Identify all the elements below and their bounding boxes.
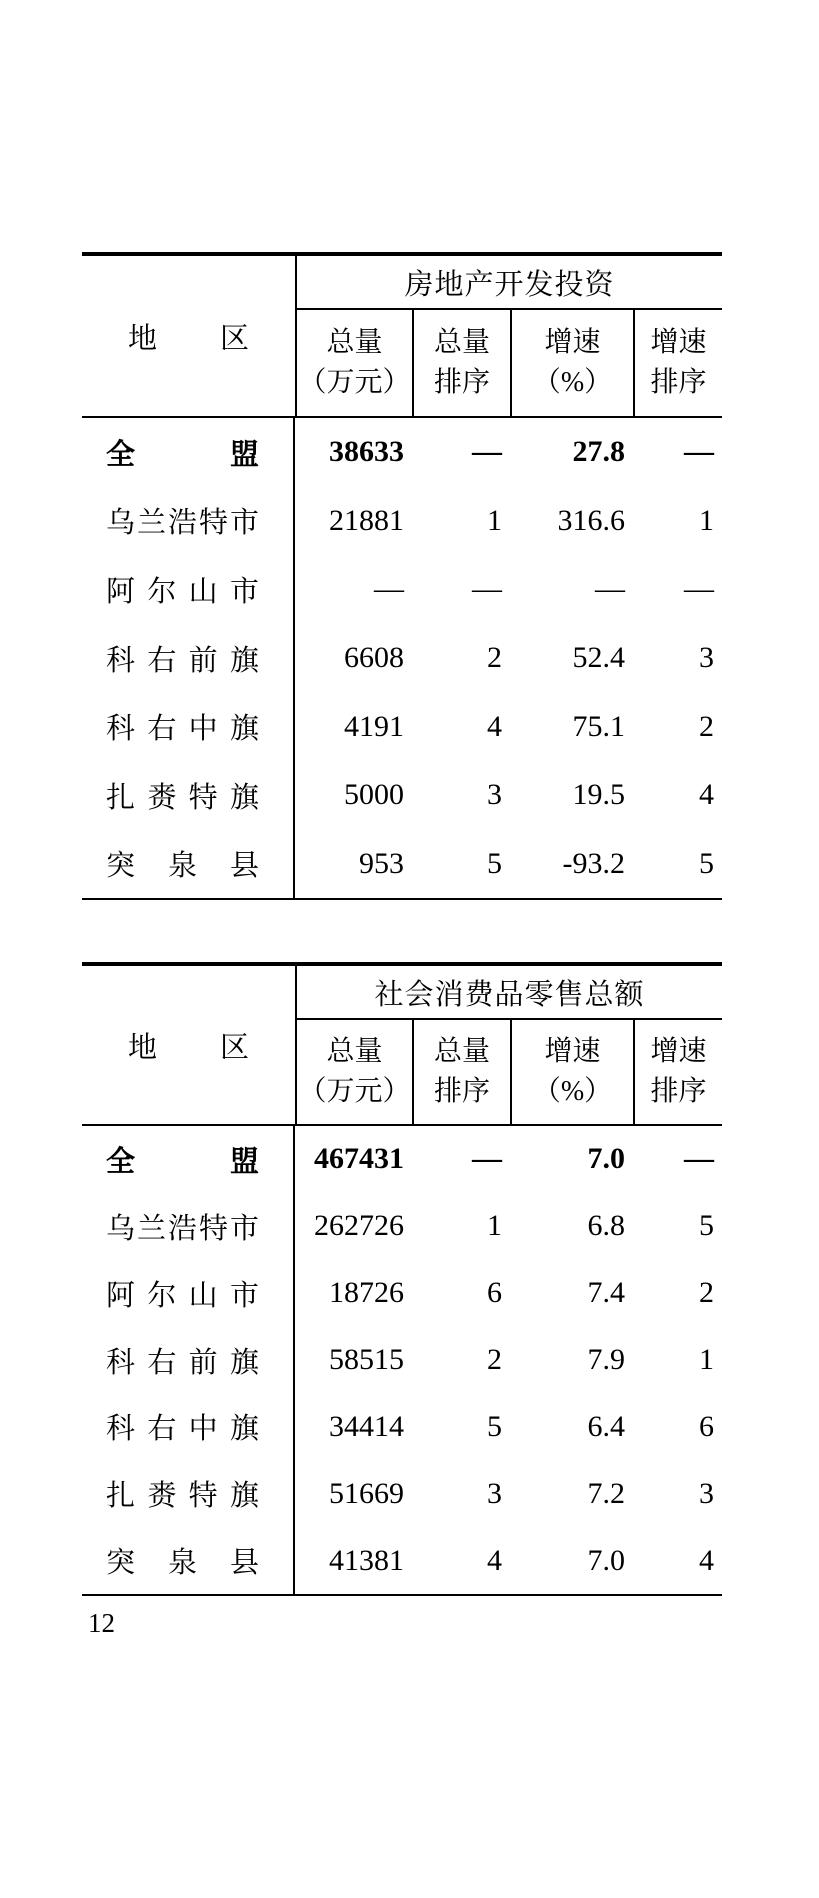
table-row [82, 829, 722, 898]
total-rank-cell: 4 [487, 709, 502, 743]
growth-cell: 7.0 [587, 1543, 625, 1577]
col-header-line: 排序 [433, 1076, 490, 1107]
col-header-line: 总量 [326, 327, 383, 358]
total-rank-cell: 5 [487, 1409, 502, 1443]
growth-cell: 7.9 [587, 1343, 625, 1376]
total-cell: 41381 [329, 1543, 404, 1577]
table-body [82, 418, 722, 898]
growth-rank-cell: 3 [699, 1476, 714, 1510]
col-header-total [297, 1020, 412, 1124]
region-cell: 阿 尔 山 市 [82, 1260, 295, 1327]
total-cell: 467431 [314, 1142, 404, 1176]
region-cell: 乌 兰 浩 特 市 [82, 1193, 295, 1260]
growth-cell: 7.0 [587, 1142, 625, 1176]
col-header-line: （%） [532, 367, 613, 398]
region-cell: 科 右 中 旗 [82, 692, 295, 761]
region-cell: 扎 赉 特 旗 [82, 1460, 295, 1527]
page-number: 12 [88, 1608, 115, 1638]
table-header [82, 256, 722, 418]
total-cell: — [374, 572, 404, 606]
table-row [82, 1460, 722, 1527]
investment-table [82, 252, 722, 900]
table-row [82, 1126, 722, 1193]
region-cell: 扎 赉 特 旗 [82, 761, 295, 830]
total-rank-cell: — [472, 1142, 502, 1176]
table-row [82, 418, 722, 487]
total-cell: 953 [359, 846, 404, 880]
total-cell: 6608 [344, 641, 404, 675]
table-row [82, 555, 722, 624]
total-cell: 51669 [329, 1476, 404, 1510]
col-header-total [297, 310, 412, 416]
growth-cell: 27.8 [572, 435, 625, 469]
growth-rank-cell: 2 [699, 1276, 714, 1310]
total-rank-cell: 2 [487, 641, 502, 675]
retail-sales-table [82, 962, 722, 1596]
col-header-line: 排序 [650, 367, 707, 398]
col-header-total-rank [412, 1020, 510, 1124]
total-rank-cell: 3 [487, 1476, 502, 1510]
table-row [82, 487, 722, 556]
col-header-line: （万元） [298, 1076, 411, 1107]
total-rank-cell: — [472, 572, 502, 606]
region-cell: 全 盟 [82, 418, 295, 487]
col-header-line: 排序 [650, 1076, 707, 1107]
total-cell: 21881 [329, 503, 404, 537]
total-rank-cell: 1 [487, 1209, 502, 1243]
col-header-line: 增速 [650, 1036, 707, 1067]
total-rank-cell: 2 [487, 1343, 502, 1376]
growth-cell: 52.4 [572, 641, 625, 675]
total-rank-cell: 5 [487, 846, 502, 880]
table-row [82, 1193, 722, 1260]
total-rank-cell: 1 [487, 503, 502, 537]
total-cell: 58515 [329, 1343, 404, 1376]
growth-cell: 19.5 [572, 778, 625, 812]
col-header-growth-rank [633, 1020, 722, 1124]
col-header-line: 增速 [650, 327, 707, 358]
total-cell: 4191 [344, 709, 404, 743]
growth-rank-cell: — [684, 572, 714, 606]
table-row [82, 1327, 722, 1394]
col-header-growth [510, 310, 633, 416]
col-header-line: （万元） [298, 367, 411, 398]
col-header-line: 增速 [544, 327, 601, 358]
col-header-line: 总量 [326, 1036, 383, 1067]
col-header-growth-rank [633, 310, 722, 416]
total-rank-cell: — [472, 435, 502, 469]
col-header-line: （%） [532, 1076, 613, 1107]
growth-cell: -93.2 [562, 846, 625, 880]
table-row [82, 1260, 722, 1327]
table-row [82, 761, 722, 830]
growth-rank-cell: 3 [699, 641, 714, 675]
region-header: 地 区 [128, 322, 249, 355]
table-row [82, 624, 722, 693]
header-group [295, 966, 722, 1124]
region-cell: 突 泉 县 [82, 829, 295, 898]
col-header-line: 增速 [544, 1036, 601, 1067]
sub-header-row [297, 1020, 722, 1124]
growth-cell: 316.6 [557, 503, 625, 537]
growth-rank-cell: 5 [699, 846, 714, 880]
total-cell: 38633 [329, 435, 404, 469]
col-header-line: 排序 [433, 367, 490, 398]
col-header-total-rank [412, 310, 510, 416]
growth-cell: 7.4 [587, 1276, 625, 1310]
growth-rank-cell: 2 [699, 709, 714, 743]
table-row [82, 1393, 722, 1460]
sub-header-row [297, 310, 722, 416]
growth-cell: 6.4 [587, 1409, 625, 1443]
growth-cell: 6.8 [587, 1209, 625, 1243]
region-cell: 科 右 前 旗 [82, 624, 295, 693]
table-body [82, 1126, 722, 1594]
growth-cell: 75.1 [572, 709, 625, 743]
col-header-line: 总量 [433, 327, 490, 358]
growth-cell: — [595, 572, 625, 606]
total-rank-cell: 4 [487, 1543, 502, 1577]
table-row [82, 1527, 722, 1594]
total-rank-cell: 3 [487, 778, 502, 812]
region-cell: 乌 兰 浩 特 市 [82, 487, 295, 556]
growth-rank-cell: 5 [699, 1209, 714, 1243]
header-group [295, 256, 722, 416]
growth-rank-cell: 1 [699, 503, 714, 537]
region-cell: 全 盟 [82, 1126, 295, 1193]
region-header: 地 区 [128, 1031, 249, 1064]
total-rank-cell: 6 [487, 1276, 502, 1310]
growth-rank-cell: 4 [699, 1543, 714, 1577]
table-group-header: 社会消费品零售总额 [297, 966, 722, 1020]
growth-cell: 7.2 [587, 1476, 625, 1510]
growth-rank-cell: 6 [699, 1409, 714, 1443]
growth-rank-cell: — [684, 435, 714, 469]
region-cell: 阿 尔 山 市 [82, 555, 295, 624]
table-row [82, 692, 722, 761]
growth-rank-cell: — [684, 1142, 714, 1176]
col-header-growth [510, 1020, 633, 1124]
region-cell: 科 右 前 旗 [82, 1327, 295, 1394]
region-cell: 科 右 中 旗 [82, 1393, 295, 1460]
total-cell: 5000 [344, 778, 404, 812]
total-cell: 34414 [329, 1409, 404, 1443]
table-header [82, 966, 722, 1126]
growth-rank-cell: 4 [699, 778, 714, 812]
col-header-line: 总量 [433, 1036, 490, 1067]
growth-rank-cell: 1 [699, 1343, 714, 1376]
total-cell: 18726 [329, 1276, 404, 1310]
region-cell: 突 泉 县 [82, 1527, 295, 1594]
table-group-header: 房地产开发投资 [297, 256, 722, 310]
total-cell: 262726 [314, 1209, 404, 1243]
